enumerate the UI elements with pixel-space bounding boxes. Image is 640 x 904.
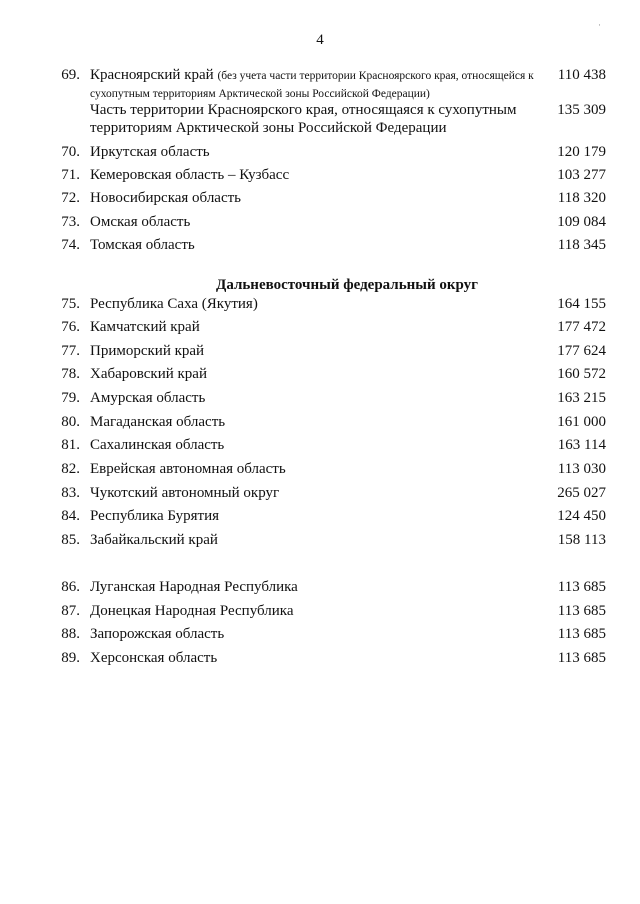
row-number: 80. [61,414,80,430]
row-name: Республика Саха (Якутия) [90,296,258,312]
row-value: 118 320 [557,190,606,206]
row-value: 163 215 [557,390,606,406]
row-value: 158 113 [557,532,606,548]
row-value: 109 084 [557,214,606,230]
section-heading: Дальневосточный федеральный округ [216,277,478,293]
row-name: Еврейская автономная область [90,461,286,477]
row-number: 85. [61,532,80,548]
row-name: Луганская Народная Республика [90,579,298,595]
row-value: 113 685 [557,579,606,595]
row-name [90,66,540,102]
row-value: 118 345 [557,237,606,253]
row-name: Забайкальский край [90,532,218,548]
row-number: 71. [61,167,80,183]
row-number: 78. [61,366,80,382]
row-name: Хабаровский край [90,366,207,382]
row-value: 135 309 [557,102,606,118]
row-number: 89. [61,650,80,666]
row-name: Сахалинская область [90,437,225,453]
row-value: 113 685 [557,603,606,619]
corner-mark: · [598,20,601,30]
row-name: Омская область [90,214,191,230]
row-value: 113 030 [557,461,606,477]
row-name: Чукотский автономный округ [90,485,280,501]
row-name: Приморский край [90,343,205,359]
row-value: 120 179 [557,144,606,160]
row-number: 73. [61,214,80,230]
row-name: Республика Бурятия [90,508,220,524]
region-note: (без учета части территории Красноярского края, относящейся к сухопутным территориям Арктической зоны Российской Федерации) [90,70,534,100]
row-name: Часть территории Красноярского края, относящаяся к сухопутным территориям Арктической зоны Российской Федерации [90,102,517,136]
row-number: 77. [61,343,80,359]
row-value: 265 027 [557,485,606,501]
row-number: 76. [61,319,80,335]
row-name: Камчатский край [90,319,200,335]
row-number: 72. [61,190,80,206]
row-number: 69. [61,67,80,83]
row-value: 113 685 [557,626,606,642]
row-number: 87. [61,603,80,619]
row-value: 164 155 [557,296,606,312]
row-name: Новосибирская область [90,190,242,206]
row-number: 88. [61,626,80,642]
row-value: 113 685 [557,650,606,666]
row-name: Донецкая Народная Республика [90,603,294,619]
row-number: 79. [61,390,80,406]
page-number: 4 [316,32,324,48]
row-value: 103 277 [557,167,606,183]
row-number: 83. [61,485,80,501]
row-number: 82. [61,461,80,477]
row-number: 70. [61,144,80,160]
row-value: 161 000 [557,414,606,430]
row-name: Иркутская область [90,144,210,160]
row-number: 75. [61,296,80,312]
row-number: 74. [61,237,80,253]
row-name: Амурская область [90,390,206,406]
row-value: 163 114 [557,437,606,453]
row-name: Херсонская область [90,650,218,666]
row-name: Кемеровская область – Кузбасс [90,167,290,183]
region-name: Красноярский край [90,67,214,83]
row-number: 81. [61,437,80,453]
row-name: Магаданская область [90,414,226,430]
row-value: 124 450 [557,508,606,524]
row-value: 110 438 [557,67,606,83]
row-value: 160 572 [557,366,606,382]
row-value: 177 472 [557,319,606,335]
row-number: 86. [61,579,80,595]
row-number: 84. [61,508,80,524]
row-name: Запорожская область [90,626,225,642]
row-value: 177 624 [557,343,606,359]
row-name: Томская область [90,237,195,253]
